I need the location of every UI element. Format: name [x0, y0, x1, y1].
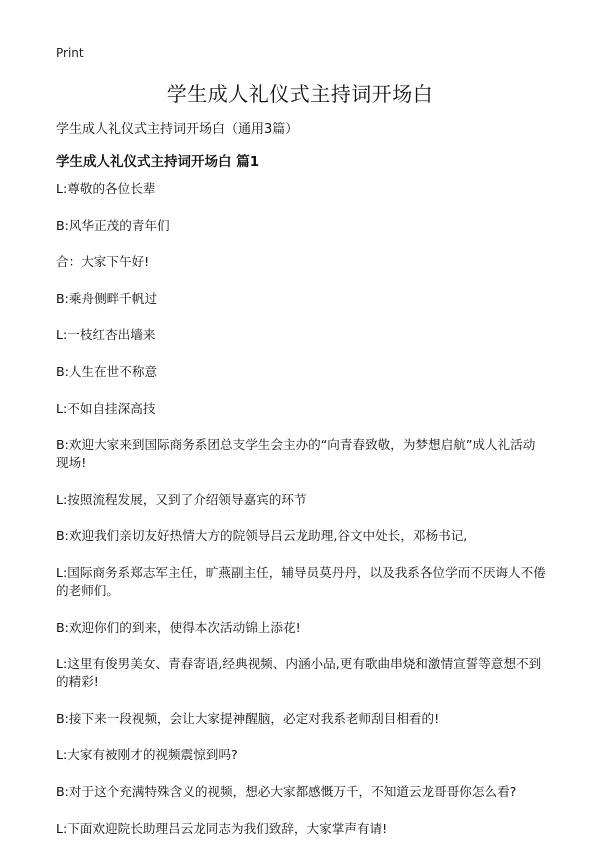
script-line: B:接下来一段视频，会让大家提神醒脑，必定对我系老师刮目相看的! — [56, 710, 440, 726]
script-line: B:对于这个充满特殊含义的视频，想必大家都感慨万千，不知道云龙哥哥你怎么看? — [56, 783, 517, 799]
script-line: L:大家有被刚才的视频震惊到吗? — [56, 747, 238, 763]
script-line: L:下面欢迎院长助理吕云龙同志为我们致辞，大家掌声有请! — [56, 820, 388, 836]
script-line: L:国际商务系郑志军主任，旷燕副主任，辅导员莫丹丹，以及我系各位学而不厌诲人不倦的老师们。 — [56, 564, 546, 598]
script-line: L:一枝红杏出墙来 — [56, 327, 156, 343]
script-line: L:这里有俊男美女、青春寄语,经典视频、内涵小品,更有歌曲串烧和激情宣誓等意想不到的精彩! — [56, 656, 542, 690]
script-line: L:尊敬的各位长辈 — [56, 181, 156, 196]
script-line: L:不如自挂深高技 — [56, 400, 156, 416]
script-line: B:欢迎大家来到国际商务系团总支学生会主办的“向青春致敬，为梦想启航”成人礼活动现场! — [56, 437, 536, 471]
document-subtitle: 学生成人礼仪式主持词开场白（通用3篇） — [56, 122, 299, 137]
script-line: B:人生在世不称意 — [56, 363, 158, 379]
script-line: 合：大家下午好! — [56, 254, 150, 270]
script-line: B:风华正茂的青年们 — [56, 217, 170, 233]
script-line: L:按照流程发展，又到了介绍领导嘉宾的环节 — [56, 491, 307, 507]
script-line: B:欢迎我们亲切友好热情大方的院领导吕云龙助理,谷文中处长，邓杨书记, — [56, 528, 468, 544]
script-line: B:欢迎你们的到来，使得本次活动锦上添花! — [56, 619, 301, 635]
document-title: 学生成人礼仪式主持词开场白 — [166, 82, 434, 106]
print-link[interactable]: Print — [56, 46, 84, 60]
script-line: B:乘舟侧畔千帆过 — [56, 290, 158, 306]
section-heading: 学生成人礼仪式主持词开场白 篇1 — [56, 154, 260, 170]
script-lines — [56, 180, 546, 856]
